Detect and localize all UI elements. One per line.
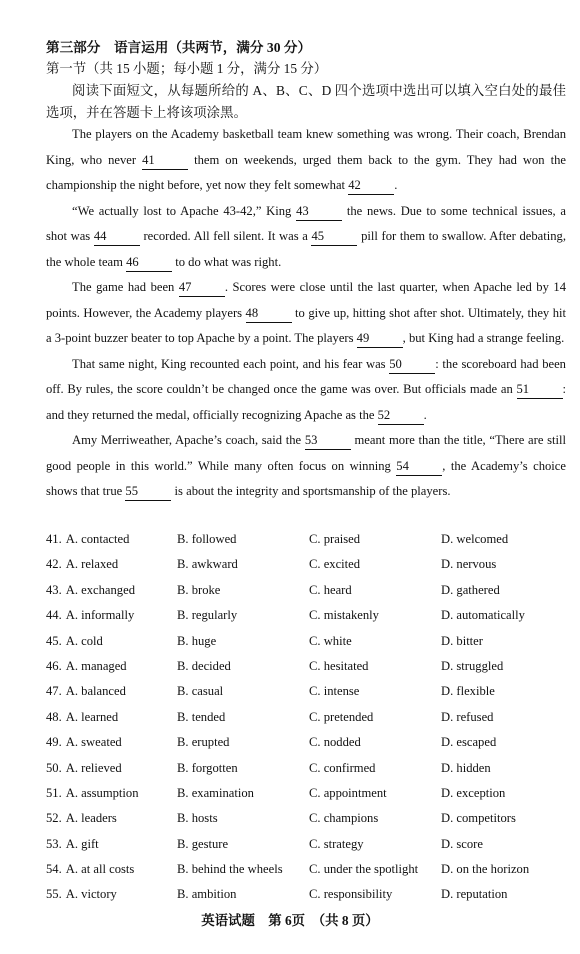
option-c[interactable]: C. nodded [309,735,361,750]
option-d[interactable]: D. escaped [441,735,497,750]
question-row-44 [46,603,570,628]
option-b[interactable]: B. followed [177,532,237,546]
option-d[interactable]: D. flexible [441,684,495,699]
option-a[interactable]: A. victory [65,887,117,902]
question-row-42 [46,552,570,577]
option-d[interactable]: D. hidden [441,760,491,775]
option-d[interactable]: D. reputation [441,887,508,902]
option-c[interactable]: C. heard [309,582,352,597]
passage-paragraph [46,122,566,199]
passage-text: meant more than the title, “There are still good people in this world.” While many often focus on winning [46,433,566,473]
option-c[interactable]: C. strategy [309,836,364,851]
question-number: 54. [46,862,62,877]
question-number: 53. [46,836,62,851]
answer-blank-45: 45 [311,228,357,246]
option-b[interactable]: B. casual [177,684,224,699]
option-b[interactable]: B. decided [177,658,231,673]
option-d[interactable]: D. score [441,836,483,851]
question-number: 49. [46,735,62,750]
option-d[interactable]: D. bitter [441,633,483,648]
passage-text: , the Academy’s choice shows that true [46,458,566,498]
question-number: 43. [46,582,62,597]
option-b[interactable]: B. examination [177,785,254,800]
option-c[interactable]: C. champions [309,811,379,826]
subsection-title: 第一节（共 15 小题；每小题 1 分，满分 15 分） [46,61,328,76]
option-a[interactable]: A. informally [65,608,135,623]
question-number-and-option-a [46,629,103,654]
question-row-54 [46,857,570,882]
answer-blank-52: 52 [378,407,424,425]
question-number: 50. [46,760,62,775]
question-row-53 [46,832,570,857]
question-number-and-option-a [46,857,134,882]
option-d[interactable]: D. competitors [441,811,516,826]
question-number-and-option-a [46,730,122,755]
passage-text: to do what was right. [172,254,282,269]
option-b[interactable]: B. forgotten [177,760,238,775]
question-row-43 [46,578,570,603]
passage-text: . [423,407,427,422]
passage-text: them on weekends, urged them back to the gym. They had won the championship the night before, yet now they felt somewhat [46,152,567,192]
option-c[interactable]: C. confirmed [309,760,376,775]
passage-text: recorded. All fell silent. It was a [139,229,312,243]
question-number-and-option-a [46,654,127,679]
section-title: 第三部分 语言运用（共两节，满分 30 分） [46,40,312,55]
option-c[interactable]: C. mistakenly [309,608,379,623]
option-d[interactable]: D. automatically [441,608,525,623]
question-number-and-option-a [46,603,134,628]
answer-blank-44: 44 [94,228,140,246]
option-a[interactable]: A. learned [65,709,119,724]
passage-text: to give up, hitting shot after shot. Ultimately, they hit a 3-point buzzer beater to top Apache by a point. The players [46,305,566,345]
answer-blank-46: 46 [126,254,172,272]
instructions: 阅读下面短文，从每题所给的 A、B、C、D 四个选项中选出可以填入空白处的最佳选项，并在答题卡上将该项涂黑。 [46,83,566,120]
question-number-and-option-a [46,832,99,857]
passage-text: . [394,178,398,192]
question-number-and-option-a [46,756,122,781]
answer-blank-48: 48 [246,305,292,323]
option-b[interactable]: B. gesture [177,836,229,851]
option-a[interactable]: A. leaders [65,811,117,826]
question-row-52 [46,806,570,831]
option-b[interactable]: B. awkward [177,557,238,572]
option-a[interactable]: A. relaxed [65,557,119,572]
question-row-45 [46,629,570,654]
question-number: 41. [46,532,62,546]
question-number-and-option-a [46,527,129,552]
question-row-49 [46,730,570,755]
option-d[interactable]: D. welcomed [441,532,509,546]
option-b[interactable]: B. huge [177,633,217,648]
question-number: 55. [46,887,62,902]
passage-text: Amy Merriweather, Apache’s coach, said the [72,433,305,447]
option-c[interactable]: C. pretended [309,709,374,724]
passage-text: The game had been [72,280,179,294]
option-c[interactable]: C. intense [309,684,360,699]
question-number: 42. [46,557,62,572]
answer-blank-43: 43 [296,203,342,221]
question-number: 46. [46,658,62,673]
option-c[interactable]: C. excited [309,557,361,572]
option-d[interactable]: D. nervous [441,557,497,572]
passage-text: pill for them to swallow. After debating, the whole team [46,229,566,269]
passage-text: is about the integrity and sportsmanship of the players. [171,484,451,498]
question-number-and-option-a [46,578,135,603]
options-list [46,527,570,908]
question-number: 45. [46,633,62,648]
passage-text: : the scoreboard had been off. By rules, the score couldn’t be changed once the game was over. But officials made an [46,356,566,396]
option-c[interactable]: C. hesitated [309,658,369,673]
answer-blank-54: 54 [396,458,442,476]
question-number-and-option-a [46,705,118,730]
question-number-and-option-a [46,552,118,577]
option-b[interactable]: B. hosts [177,811,218,826]
option-a[interactable]: A. relieved [65,760,122,775]
question-row-55 [46,882,570,907]
option-a[interactable]: A. gift [65,836,99,851]
passage-text: the news. Due to some technical issues, a shot was [46,203,566,243]
question-row-51 [46,781,570,806]
question-number: 51. [46,785,62,800]
answer-blank-51: 51 [517,381,563,399]
answer-blank-50: 50 [389,356,435,374]
option-a[interactable]: A. balanced [65,684,126,699]
passage-text: The players on the Academy basketball team knew something was wrong. Their coach, Brendan King, who never [46,127,566,167]
option-d[interactable]: D. exception [441,785,506,800]
option-c[interactable]: C. under the spotlight [309,862,419,877]
question-number-and-option-a [46,882,117,907]
passage-paragraph [46,428,566,505]
option-b[interactable]: B. tended [177,709,226,724]
question-number: 44. [46,608,62,623]
question-row-41 [46,527,570,552]
option-a[interactable]: A. at all costs [65,862,135,877]
passage-text: , but King had a strange feeling. [402,331,565,345]
answer-blank-47: 47 [179,279,225,297]
answer-blank-41: 41 [142,152,188,170]
question-number: 52. [46,811,62,826]
passage-paragraph [46,275,566,352]
option-c[interactable]: C. appointment [309,785,387,800]
option-a[interactable]: A. managed [65,658,127,673]
passage-paragraph [46,199,566,276]
option-a[interactable]: A. sweated [65,735,122,750]
option-d[interactable]: D. gathered [441,582,500,597]
passage-text: That same night, King recounted each point, and his fear was [72,356,390,371]
question-row-46 [46,654,570,679]
question-number: 47. [46,684,62,699]
passage-text: “We actually lost to Apache 43-42,” King [72,203,297,218]
cloze-passage [46,122,566,505]
option-a[interactable]: A. exchanged [65,582,135,597]
option-b[interactable]: B. regularly [177,608,238,623]
passage-text: . Scores were close until the last quarter, when Apache led by 14 points. However, the Academy players [46,280,567,320]
answer-blank-55: 55 [125,483,171,501]
option-b[interactable]: B. broke [177,582,221,597]
option-b[interactable]: B. behind the wheels [177,862,283,877]
passage-paragraph [46,352,566,429]
question-number: 48. [46,709,62,724]
option-b[interactable]: B. erupted [177,735,230,750]
answer-blank-53: 53 [305,432,351,450]
question-number-and-option-a [46,781,139,806]
question-row-47 [46,679,570,704]
question-row-48 [46,705,570,730]
answer-blank-49: 49 [357,330,403,348]
passage-text: : and they returned the medal, officially recognizing Apache as the [46,382,566,422]
option-d[interactable]: D. on the horizon [441,862,530,877]
question-row-50 [46,756,570,781]
option-a[interactable]: A. cold [65,633,103,648]
option-d[interactable]: D. refused [441,709,494,724]
answer-blank-42: 42 [348,177,394,195]
option-c[interactable]: C. white [309,633,352,648]
option-a[interactable]: A. contacted [65,532,130,546]
option-c[interactable]: C. responsibility [309,887,393,902]
option-c[interactable]: C. praised [309,532,361,546]
option-b[interactable]: B. ambition [177,887,237,902]
question-number-and-option-a [46,806,117,831]
option-a[interactable]: A. assumption [65,785,139,800]
question-number-and-option-a [46,679,126,704]
option-d[interactable]: D. struggled [441,658,504,673]
page-footer: 英语试题 第 6页 （共 8 页） [201,913,379,928]
